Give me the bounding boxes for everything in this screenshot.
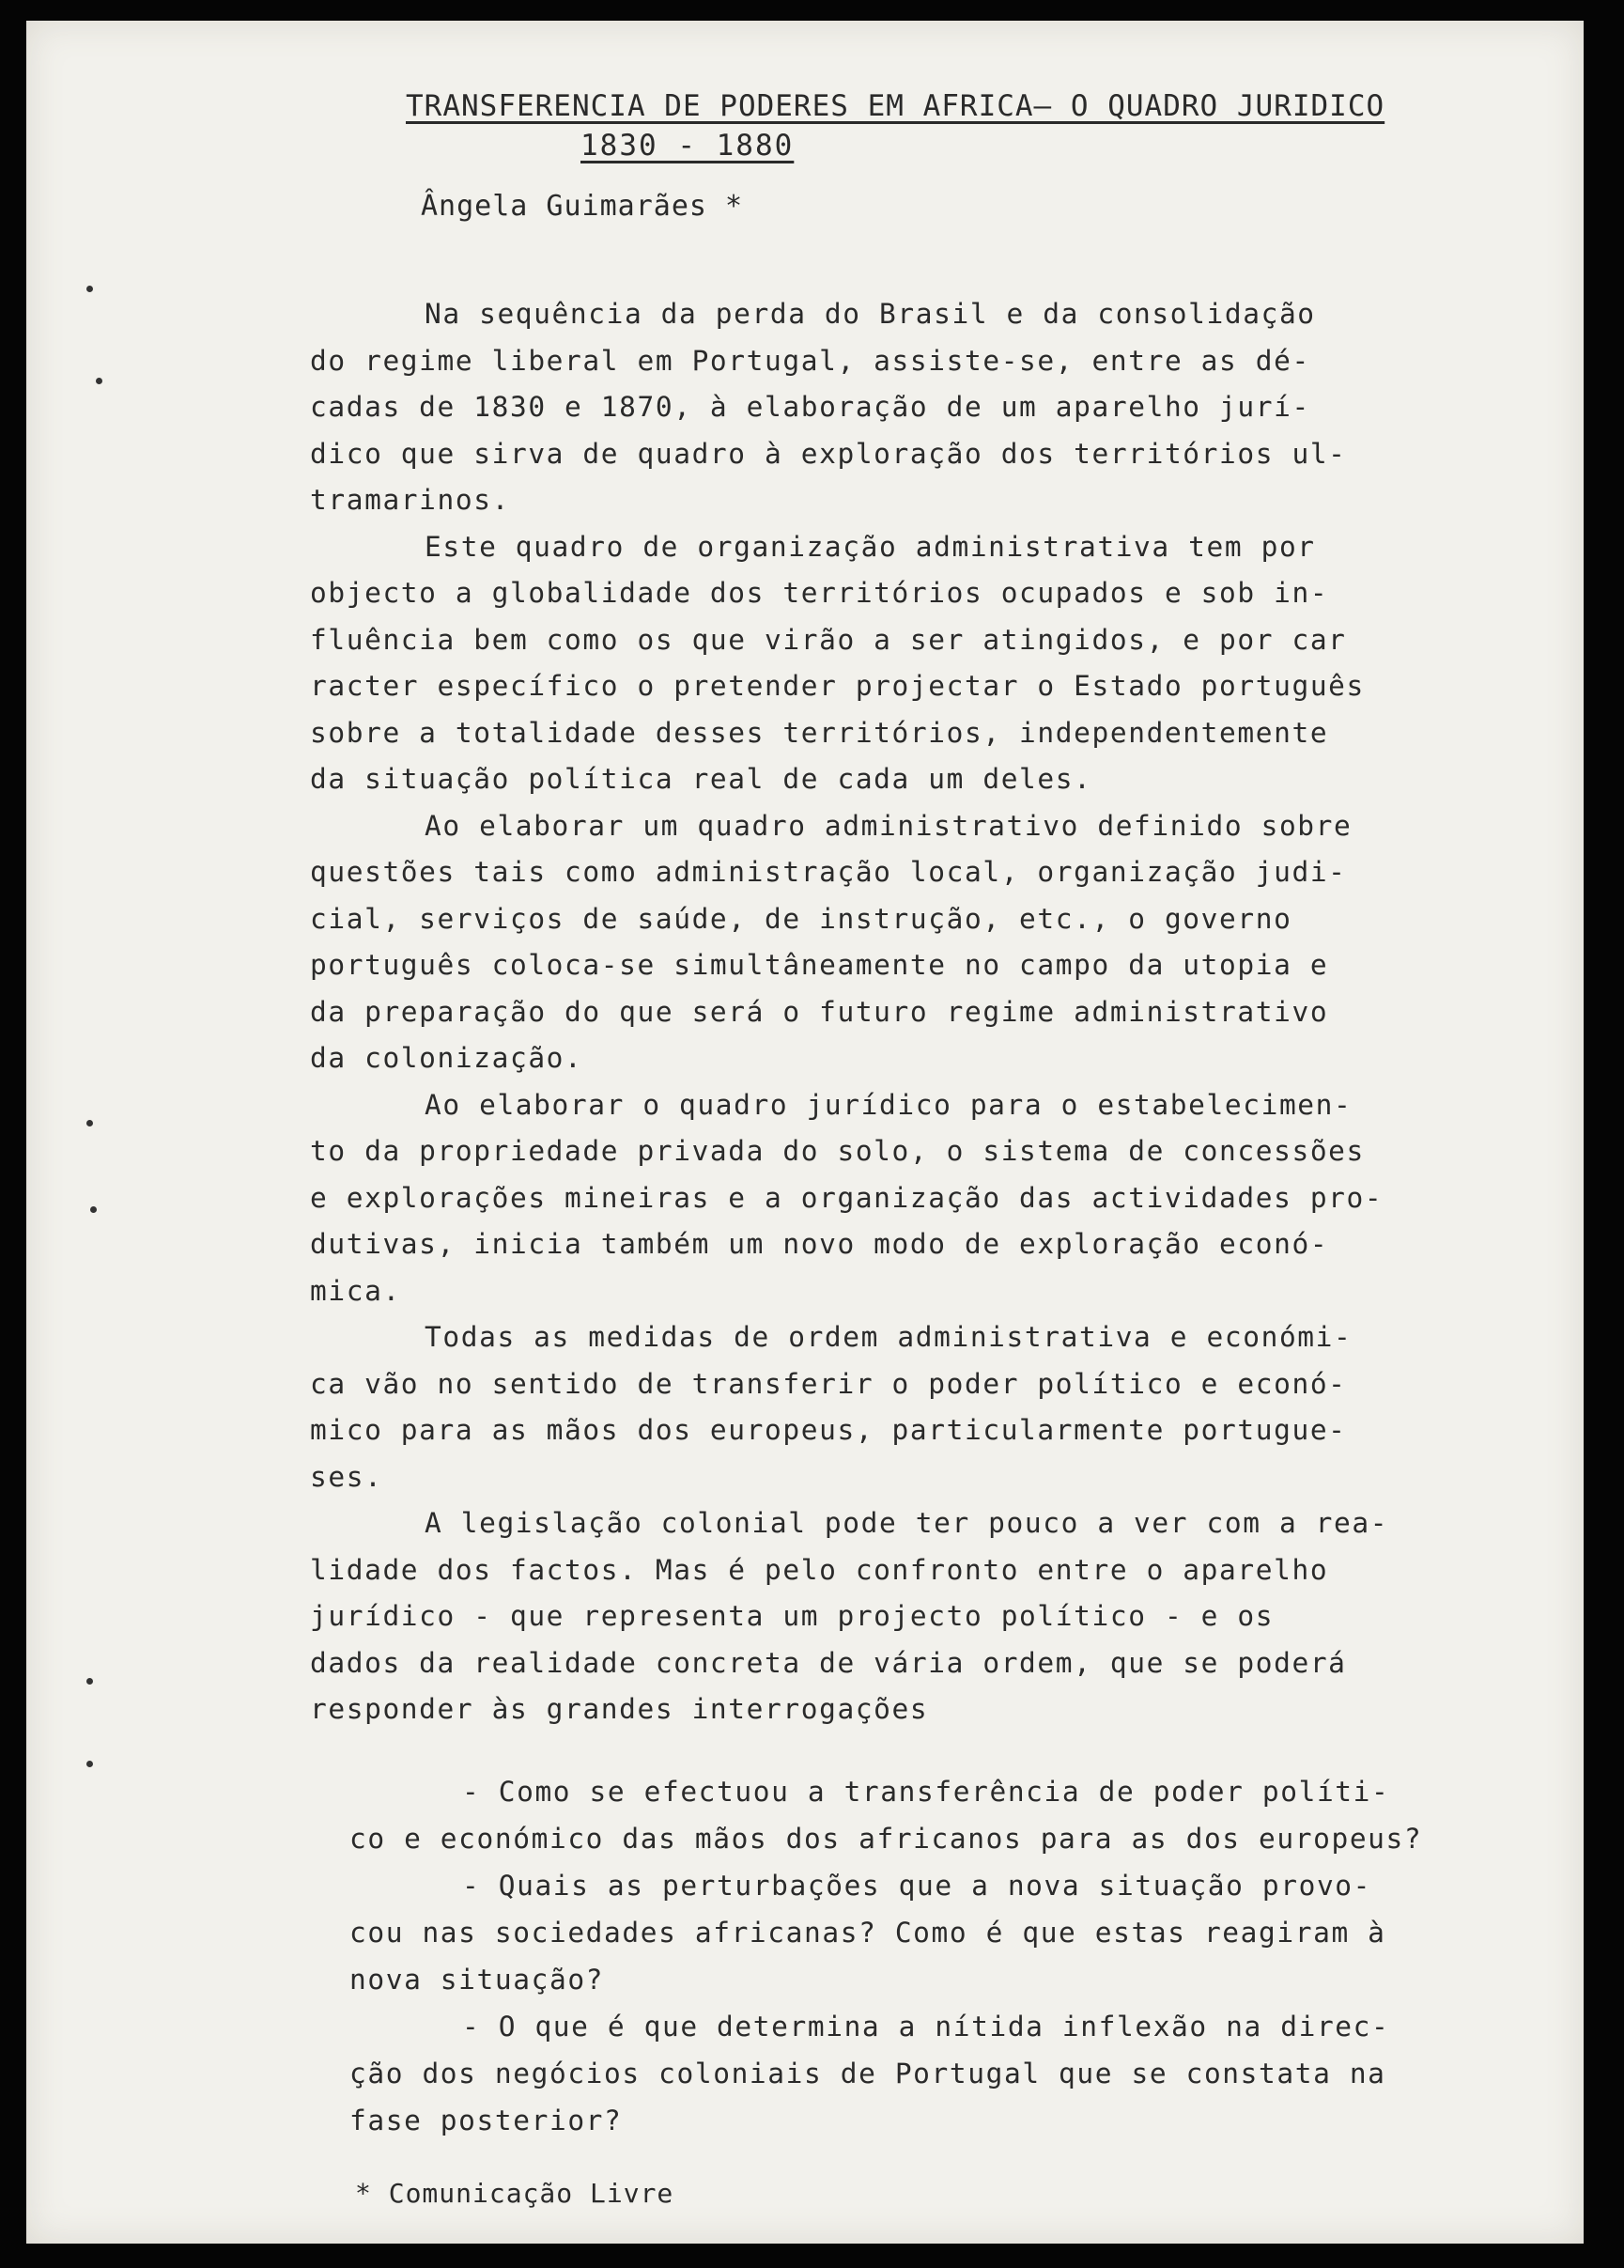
text-line: sobre a totalidade desses territórios, independentemente	[310, 716, 1329, 749]
text-line: nova situação?	[349, 1964, 605, 1996]
text-line: Ao elaborar um quadro administrativo definido sobre	[425, 809, 1353, 842]
text-line: cial, serviços de saúde, de instrução, etc., o governo	[310, 902, 1292, 935]
text-line: mico para as mãos dos europeus, particularmente portugue-	[310, 1414, 1347, 1446]
paragraph	[310, 803, 1522, 1082]
punch-hole-mark	[86, 286, 93, 292]
document-title	[406, 86, 1467, 165]
title-years: 1830 - 1880	[580, 129, 795, 163]
punch-hole-mark	[86, 1761, 93, 1767]
title-text: TRANSFERENCIA DE PODERES EM AFRICA— O QUADRO JURIDICO	[406, 89, 1385, 123]
author-name: Ângela Guimarães *	[421, 190, 744, 223]
text-line: Todas as medidas de ordem administrativa e económi-	[425, 1321, 1353, 1353]
punch-hole-mark	[86, 1678, 93, 1685]
text-line: Ao elaborar o quadro jurídico para o estabelecimen-	[425, 1088, 1353, 1121]
text-line: da situação política real de cada um deles.	[310, 763, 1092, 795]
text-line: Na sequência da perda do Brasil e da consolidação	[425, 298, 1316, 330]
text-line: tramarinos.	[310, 484, 510, 516]
text-line: A legislação colonial pode ter pouco a ver com a rea-	[425, 1507, 1389, 1539]
paragraph	[310, 291, 1522, 524]
text-line: e explorações mineiras e a organização das actividades pro-	[310, 1181, 1384, 1214]
body-text	[310, 291, 1522, 1733]
text-line: - Como se efectuou a transferência de poder políti-	[462, 1776, 1390, 1808]
text-line: racter específico o pretender projectar o Estado português	[310, 670, 1365, 702]
text-line: ção dos negócios coloniais de Portugal que se constata na	[349, 2058, 1386, 2089]
text-line: mica.	[310, 1274, 401, 1307]
text-line: to da propriedade privada do solo, o sistema de concessões	[310, 1135, 1365, 1167]
text-line: dados da realidade concreta de vária ordem, que se poderá	[310, 1646, 1347, 1679]
text-line: ca vão no sentido de transferir o poder político e econó-	[310, 1367, 1347, 1400]
text-line: dutivas, inicia também um novo modo de exploração econó-	[310, 1228, 1329, 1260]
paragraph	[310, 524, 1522, 803]
text-line: cadas de 1830 e 1870, à elaboração de um aparelho jurí-	[310, 391, 1310, 423]
text-line: da preparação do que será o futuro regime administrativo	[310, 995, 1329, 1028]
text-line: objecto a globalidade dos territórios ocupados e sob in-	[310, 577, 1329, 609]
text-line: fluência bem como os que virão a ser atingidos, e por car	[310, 623, 1347, 656]
punch-hole-mark	[96, 378, 102, 384]
paragraph	[310, 1500, 1522, 1733]
text-line: cou nas sociedades africanas? Como é que estas reagiram à	[349, 1917, 1386, 1949]
document-page	[26, 21, 1584, 2244]
text-line: lidade dos factos. Mas é pelo confronto entre o aparelho	[310, 1553, 1329, 1586]
punch-hole-mark	[86, 1120, 93, 1126]
text-line: da colonização.	[310, 1042, 583, 1074]
question-item	[310, 1862, 1559, 2003]
footnote: * Comunicação Livre	[355, 2178, 674, 2209]
paragraph	[310, 1314, 1522, 1500]
text-line: Este quadro de organização administrativa tem por	[425, 530, 1316, 563]
text-line: ses.	[310, 1460, 383, 1493]
question-item	[310, 1768, 1559, 1862]
text-line: co e económico das mãos dos africanos para as dos europeus?	[349, 1823, 1423, 1855]
question-item	[310, 2003, 1559, 2144]
text-line: dico que sirva de quadro à exploração dos territórios ul-	[310, 437, 1347, 470]
text-line: jurídico - que representa um projecto político - e os	[310, 1600, 1275, 1632]
question-list	[310, 1768, 1559, 2144]
text-line: do regime liberal em Portugal, assiste-se, entre as dé-	[310, 344, 1310, 377]
text-line: fase posterior?	[349, 2105, 623, 2136]
text-line: - O que é que determina a nítida inflexão na direc-	[462, 2011, 1390, 2043]
punch-hole-mark	[90, 1206, 97, 1213]
text-line: português coloca-se simultâneamente no campo da utopia e	[310, 949, 1329, 981]
text-line: questões tais como administração local, organização judi-	[310, 856, 1347, 888]
text-line: responder às grandes interrogações	[310, 1693, 929, 1725]
paragraph	[310, 1082, 1522, 1315]
text-line: - Quais as perturbações que a nova situação provo-	[462, 1870, 1372, 1902]
